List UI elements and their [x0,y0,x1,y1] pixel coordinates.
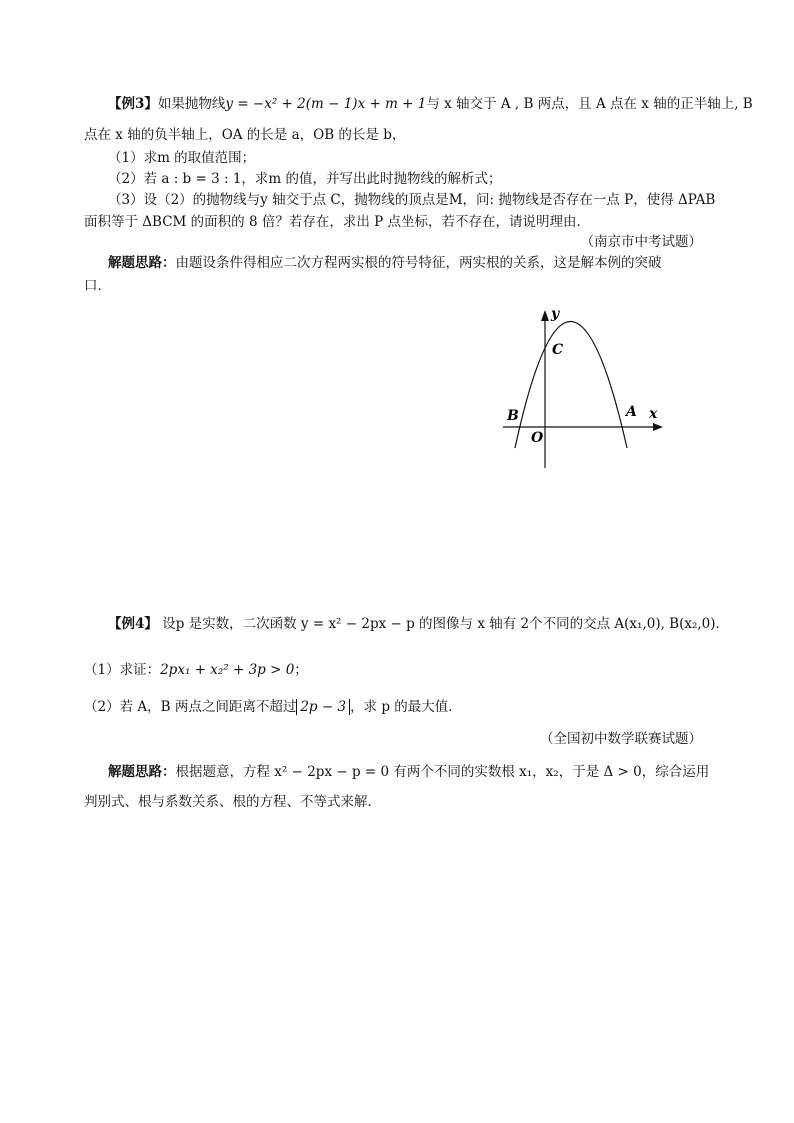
example3-equation: y = −x² + 2(m − 1)x + m + 1 [225,96,427,112]
label-x: x [649,406,658,422]
example4-hint-line2: 判别式、根与系数关系、根的方程、不等式来解． [84,794,381,810]
example3-hint-label: 解题思路： [108,255,176,271]
example4-intro: 设p 是实数，二次函数 y = x² − 2px − p 的图像与 x 轴有 2个不同的交点 A(x₁,0), B(x₂,0)． [162,616,730,632]
example3-intro-tail: 与 x 轴交于 A , B 两点，且 A 点在 x 轴的正半轴上, B [426,96,753,112]
example4-question2 [84,697,724,717]
label-b: B [507,408,519,424]
x-axis-arrow [653,423,663,431]
label-o: O [531,430,544,446]
example4-hint-label: 解题思路： [108,764,176,780]
label-a: A [626,404,637,420]
example4-q1-inequality: 2px₁ + x₂² + 3p > 0 [160,662,295,678]
example3-hint-line2: 口． [84,278,111,294]
example3-line2: 点在 x 轴的负半轴上，OA 的长是 a，OB 的长是 b， [84,127,406,143]
example4-q1-end: ； [294,662,308,678]
example3-question3-line2: 面积等于 ΔBCM 的面积的 8 倍？若存在，求出 P 点坐标，若不存在，请说明理由． [84,214,590,230]
example3-source: （南京市中考试题） [580,234,702,250]
example3-question3-line1: （3）设（2）的抛物线与y 轴交于点 C，抛物线的顶点是M，问: 抛物线是否存在一点 P，使得 ΔPAB [108,192,716,208]
label-y: y [551,306,560,322]
example3-hint-text: 由题设条件得相应二次方程两实根的符号特征，两实根的关系，这是解本例的突破 [175,255,662,271]
example3-line1 [108,94,753,114]
example4-label: 【例4】 [108,616,158,632]
example4-hint-text: 根据题意，方程 x² − 2px − p = 0 有两个不同的实数根 x₁，x₂，于是 Δ > 0，综合运用 [175,764,710,780]
example4-q2-end: ，求 p 的最大值． [350,699,462,715]
example3-label: 【例3】 [108,96,158,112]
example4-line1 [108,614,748,634]
example3-question1: （1）求m 的取值范围； [108,150,256,166]
example4-source: （全国初中数学联赛试题） [540,731,702,747]
y-axis-arrow [541,310,549,321]
example4-q2-label: （2）若 A，B 两点之间距离不超过 [84,699,297,715]
parabola-figure [495,300,675,470]
example4-hint-line1 [108,762,748,782]
example3-intro: 如果抛物线 [157,96,226,112]
example4-question1 [84,660,724,680]
example3-hint-line1 [108,253,748,273]
label-c: C [552,342,564,358]
example4-q2-abs: 2p − 3 [296,699,350,715]
example4-q1-label: （1）求证： [84,662,161,678]
example3-question2: （2）若 a : b = 3 : 1，求m 的值，并写出此时抛物线的解析式； [108,171,502,187]
